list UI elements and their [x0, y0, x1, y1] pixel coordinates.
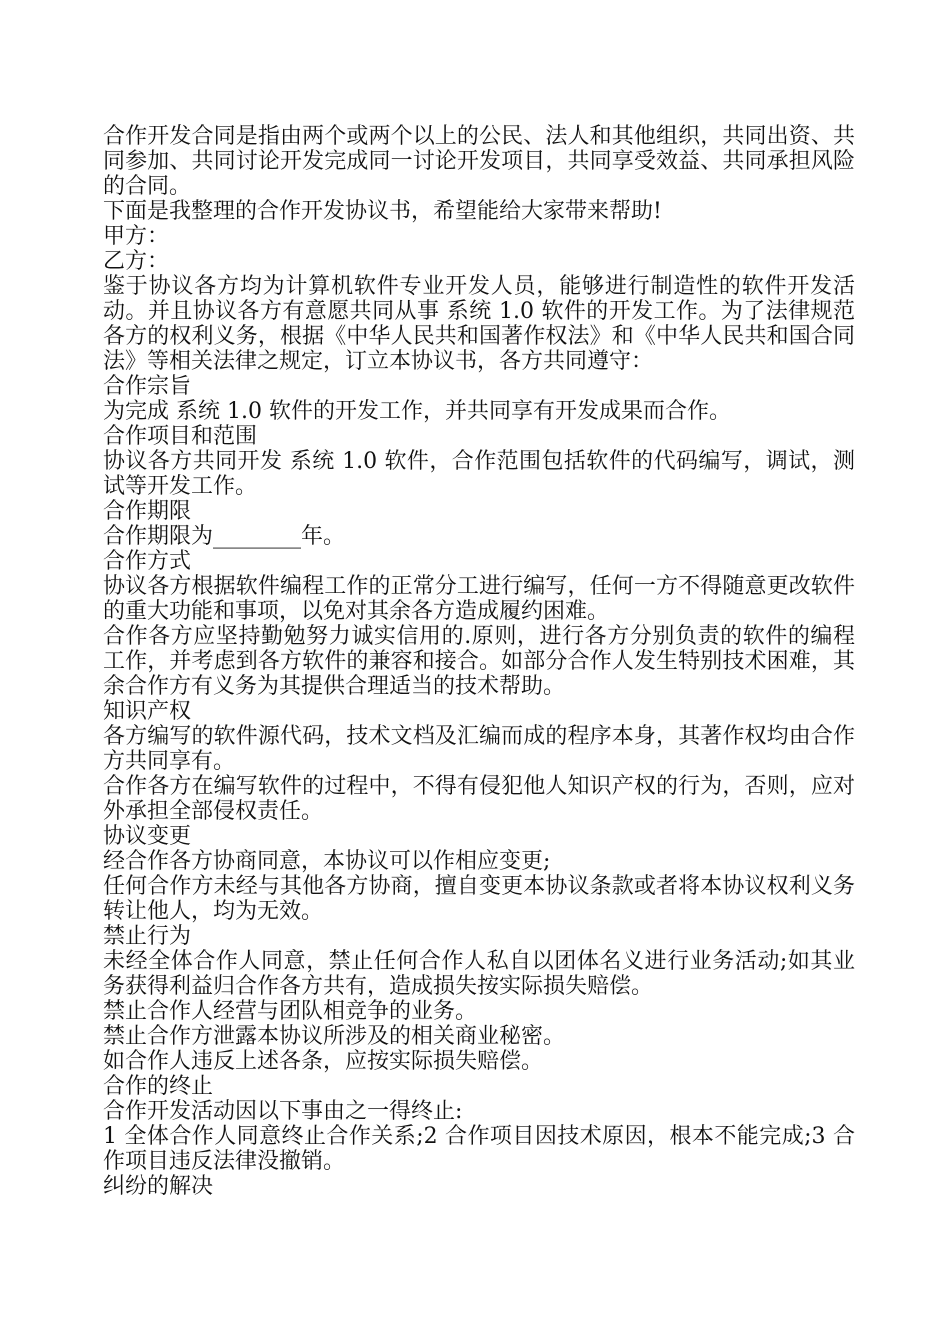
purpose-paragraph: 为完成 系统 1.0 软件的开发工作，并共同享有开发成果而合作。	[103, 399, 731, 424]
intro-note: 下面是我整理的合作开发协议书，希望能给大家带来帮助!	[103, 199, 662, 224]
section-heading-dispute: 纠纷的解决	[103, 1174, 214, 1199]
preamble-paragraph: 鉴于协议各方均为计算机软件专业开发人员，能够进行制造性的软件开发活动。并且协议各方有意愿共同从事 系统 1.0 软件的开发工作。为了法律规范各方的权利义务，根据《中华人民共和国著作权法》和《中华人民共和国合同法》等相关法律之规定，订立本协议书，各方共同遵守：	[103, 274, 855, 374]
scope-paragraph: 协议各方共同开发 系统 1.0 软件，合作范围包括软件的代码编写，调试，测试等开发工作。	[103, 449, 855, 499]
section-heading-ip: 知识产权	[103, 699, 192, 724]
ip-paragraph-1: 各方编写的软件源代码，技术文档及汇编而成的程序本身，其著作权均由合作方共同享有。	[103, 724, 855, 774]
section-heading-termination: 合作的终止	[103, 1074, 214, 1099]
method-paragraph-2: 合作各方应坚持勤勉努力诚实信用的.原则，进行各方分别负责的软件的编程工作，并考虑到各方软件的兼容和接合。如部分合作人发生特别技术困难，其余合作方有义务为其提供合理适当的技术帮助。	[103, 624, 855, 699]
term-paragraph: 合作期限为________年。	[103, 524, 346, 549]
prohibited-paragraph-3: 禁止合作方泄露本协议所涉及的相关商业秘密。	[103, 1024, 566, 1049]
section-heading-scope: 合作项目和范围	[103, 424, 258, 449]
method-paragraph-1: 协议各方根据软件编程工作的正常分工进行编写，任何一方不得随意更改软件的重大功能和事项，以免对其余各方造成履约困难。	[103, 574, 855, 624]
party-b-line: 乙方：	[103, 249, 170, 274]
section-heading-amendment: 协议变更	[103, 824, 192, 849]
section-heading-method: 合作方式	[103, 549, 192, 574]
amendment-paragraph-1: 经合作各方协商同意，本协议可以作相应变更;	[103, 849, 551, 874]
ip-paragraph-2: 合作各方在编写软件的过程中，不得有侵犯他人知识产权的行为，否则，应对外承担全部侵权责任。	[103, 774, 855, 824]
intro-paragraph: 合作开发合同是指由两个或两个以上的公民、法人和其他组织，共同出资、共同参加、共同讨论开发完成同一讨论开发项目，共同享受效益、共同承担风险的合同。	[103, 124, 855, 199]
section-heading-prohibited: 禁止行为	[103, 924, 192, 949]
section-heading-purpose: 合作宗旨	[103, 374, 192, 399]
termination-paragraph-2: 1 全体合作人同意终止合作关系;2 合作项目因技术原因，根本不能完成;3 合作项目违反法律没撤销。	[103, 1124, 855, 1174]
section-heading-term: 合作期限	[103, 499, 192, 524]
party-a-line: 甲方：	[103, 224, 170, 249]
prohibited-paragraph-2: 禁止合作人经营与团队相竞争的业务。	[103, 999, 478, 1024]
termination-paragraph-1: 合作开发活动因以下事由之一得终止:	[103, 1099, 463, 1124]
prohibited-paragraph-1: 未经全体合作人同意，禁止任何合作人私自以团体名义进行业务活动;如其业务获得利益归合作各方共有，造成损失按实际损失赔偿。	[103, 949, 855, 999]
prohibited-paragraph-4: 如合作人违反上述各条，应按实际损失赔偿。	[103, 1049, 544, 1074]
document-body	[103, 124, 855, 1199]
amendment-paragraph-2: 任何合作方未经与其他各方协商，擅自变更本协议条款或者将本协议权利义务转让他人，均为无效。	[103, 874, 855, 924]
